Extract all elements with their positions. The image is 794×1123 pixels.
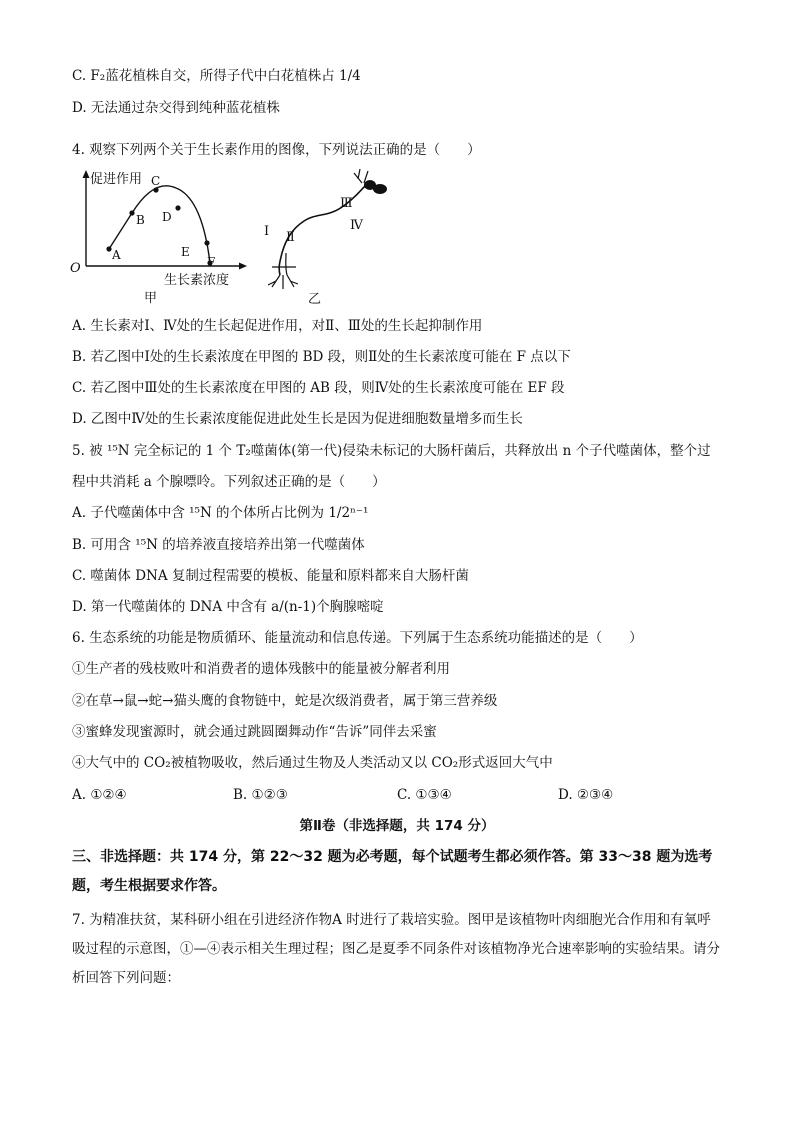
label-a: A [112,248,121,262]
q3-option-d: D. 无法通过杂交得到纯种蓝花植株 [72,100,280,116]
q6-choice-b: B. ①②③ [233,787,288,803]
plant-stem-outline [286,253,287,275]
q5-option-a: A. 子代噬菌体中含 ¹⁵N 的个体所占比例为 1/2ⁿ⁻¹ [72,505,369,521]
point-a [106,246,111,251]
y-axis-arrow [83,170,90,178]
q6-statement-4: ④大气中的 CO₂被植物吸收，然后通过生物及人类活动又以 CO₂形式返回大气中 [72,755,553,771]
label-e: E [181,245,190,259]
q6-choice-c: C. ①③④ [397,787,452,803]
q6-stem: 6. 生态系统的功能是物质循环、能量流动和信息传递。下列属于生态系统功能描述的是（ ） [72,630,643,646]
growth-curve [109,186,210,263]
label-c: C [151,174,161,188]
label-i: Ⅰ [264,224,270,239]
point-c [153,187,158,192]
section-heading: 三、非选择题：共 174 分，第 22～32 题为必考题，每个试题考生都必须作答。第 33～38 题为选考题，考生根据要求作答。 [72,849,713,894]
q4-option-d: D. 乙图中Ⅳ处的生长素浓度能促进此处生长是因为促进细胞数量增多而生长 [72,411,523,427]
point-b [129,210,134,215]
q6-statement-1: ①生产者的残枝败叶和消费者的遗体残骸中的能量被分解者利用 [72,661,450,677]
shoot-tip [354,169,368,183]
leaf-2 [373,184,387,194]
q7-text: 7. 为精准扶贫，某科研小组在引进经济作物A 时进行了栽培实验。图甲是该植物叶肉细胞光合作用和有氧呼吸过程的示意图，①—④表示相关生理过程；图乙是夏季不同条件对该植物净光合速率影响的实验结果。请分析回答下列问题： [72,912,720,986]
figure-yi [250,163,400,308]
q5-option-d: D. 第一代噬菌体的 DNA 中含有 a/(n-1)个胸腺嘧啶 [72,599,384,615]
figure-jia [64,168,254,308]
label-ii: Ⅱ [286,230,295,245]
x-axis-arrow [239,263,247,270]
x-axis-label: 生长素浓度 [164,273,230,288]
label-b: B [136,213,145,227]
plant-stem [279,253,282,275]
q4-option-a: A. 生长素对Ⅰ、Ⅳ处的生长起促进作用，对Ⅱ、Ⅲ处的生长起抑制作用 [72,318,483,334]
q6-statement-2: ②在草→鼠→蛇→猫头鹰的食物链中，蛇是次级消费者，属于第三营养级 [72,693,498,709]
q5-option-c: C. 噬菌体 DNA 复制过程需要的模板、能量和原料都来自大肠杆菌 [72,568,469,584]
q6-choice-d: D. ②③④ [558,787,614,803]
label-iv: Ⅳ [350,218,363,233]
figure-yi-caption: 乙 [308,292,322,307]
q4-stem: 4. 观察下列两个关于生长素作用的图像，下列说法正确的是（ ） [72,142,481,158]
q3-option-c: C. F₂蓝花植株自交，所得子代中白花植株占 1/4 [72,68,361,84]
q6-statement-3: ③蜜蜂发现蜜源时，就会通过跳圆圈舞动作“告诉”同伴去采蜜 [72,724,437,740]
point-d [175,205,180,210]
label-f: F [207,255,216,269]
q5-stem-line1: 5. 被 ¹⁵N 完全标记的 1 个 T₂噬菌体(第一代)侵染未标记的大肠杆菌后，共释放出 n 个子代噬菌体，整个过 [72,443,711,459]
q4-option-c: C. 若乙图中Ⅲ处的生长素浓度在甲图的 AB 段，则Ⅳ处的生长素浓度可能在 EF 段 [72,380,565,396]
q6-choice-a: A. ①②④ [72,787,127,803]
leaf-highlight [375,179,381,184]
label-d: D [162,210,172,224]
origin-label: O [70,261,81,276]
point-e [204,240,209,245]
roots [268,267,298,289]
figure-jia-caption: 甲 [144,291,158,306]
q5-option-b: B. 可用含 ¹⁵N 的培养液直接培养出第一代噬菌体 [72,537,365,553]
label-iii: Ⅲ [340,196,353,211]
q5-stem-line2: 程中共消耗 a 个腺嘌呤。下列叙述正确的是（ ） [72,474,386,490]
q4-option-b: B. 若乙图中Ⅰ处的生长素浓度在甲图的 BD 段，则Ⅱ处的生长素浓度可能在 F 点以下 [72,349,571,365]
y-axis-label: 促进作用 [90,172,143,187]
section-title: 第Ⅱ卷（非选择题，共 174 分） [299,818,495,834]
